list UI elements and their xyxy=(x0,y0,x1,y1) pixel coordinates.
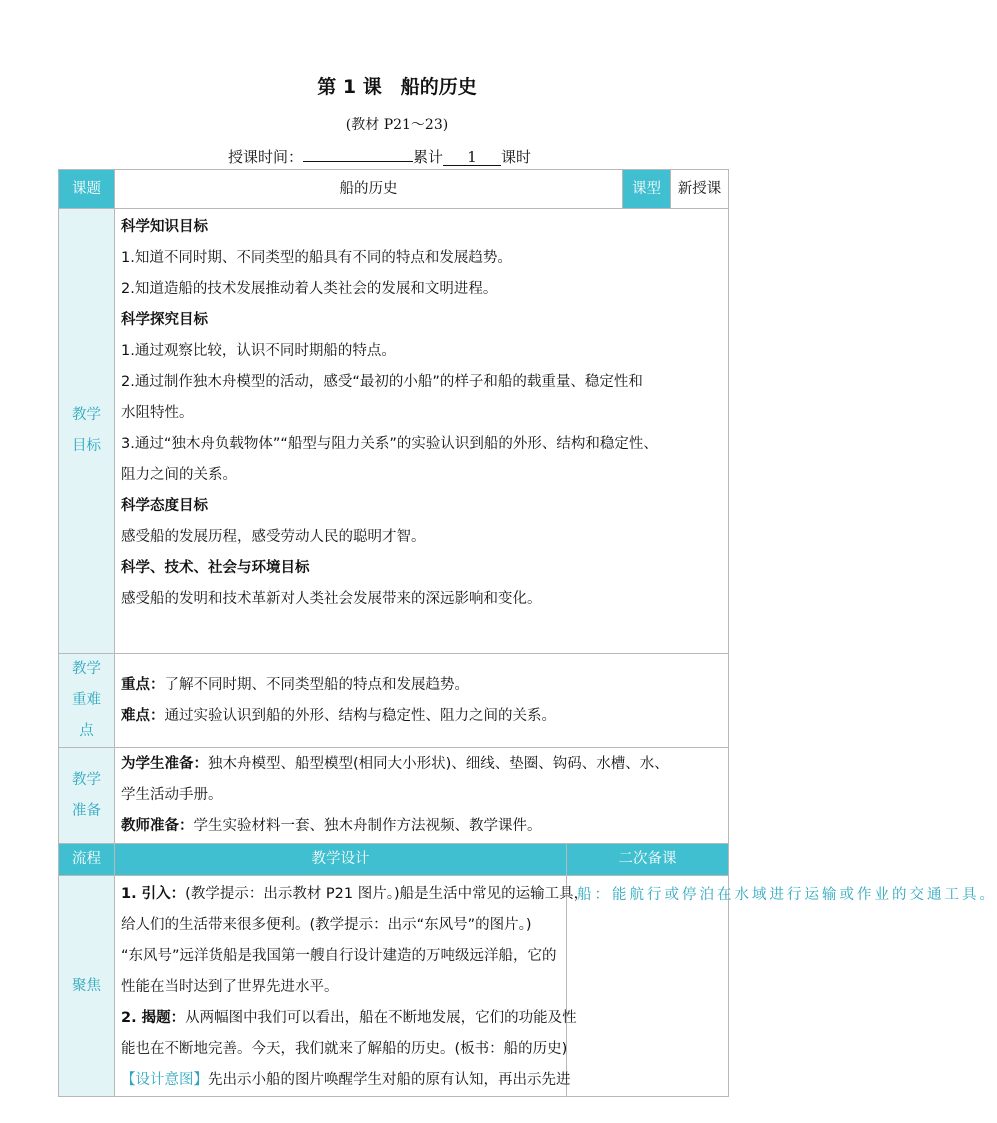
second-prep-note: 船：能航行或停泊在水域进行运输或作业的交通工具。 xyxy=(567,876,729,1097)
knowledge-item: 2.知道造船的技术发展推动着人类社会的发展和文明进程。 xyxy=(121,281,498,297)
type-value: 新授课 xyxy=(671,170,729,209)
reveal-label: 2. 揭题： xyxy=(121,1010,186,1026)
cumulative-label: 累计 xyxy=(413,148,444,166)
process-header-row xyxy=(59,844,729,876)
inquiry-item: 1.通过观察比较，认识不同时期船的特点。 xyxy=(121,343,396,359)
topic-value: 船的历史 xyxy=(115,170,623,209)
objectives-row xyxy=(59,209,729,654)
inquiry-item-cont: 水阻特性。 xyxy=(121,405,194,421)
preparation-content xyxy=(115,748,729,844)
design-intent-label: 【设计意图】 xyxy=(121,1072,208,1088)
inquiry-item: 3.通过“独木舟负载物体”“船型与阻力关系”的实验认识到船的外形、结构和稳定性、 xyxy=(121,436,658,452)
intro-text: (教学提示：出示教材 P21 图片。)船是生活中常见的运输工具， xyxy=(185,886,589,902)
page-title: 第 1 课 船的历史 xyxy=(317,76,477,98)
difficulty-label: 难点： xyxy=(121,707,165,724)
focus-row xyxy=(59,876,729,1097)
reveal-text: 从两幅图中我们可以看出，船在不断地发展，它们的功能及性 xyxy=(185,1010,577,1026)
preparation-row xyxy=(59,748,729,844)
teacher-prep-text: 学生实验材料一套、独木舟制作方法视频、教学课件。 xyxy=(193,818,542,834)
attitude-heading: 科学态度目标 xyxy=(121,498,208,514)
student-prep-text: 独木舟模型、船型模型(相同大小形状)、细线、垫圈、钩码、水槽、水、 xyxy=(208,756,669,772)
process-header-flow: 流程 xyxy=(59,844,115,876)
intro-text-cont: “东风号”远洋货船是我国第一艘自行设计建造的万吨级远洋船，它的 xyxy=(121,948,557,964)
knowledge-heading: 科学知识目标 xyxy=(121,219,208,235)
inquiry-item-cont: 阻力之间的关系。 xyxy=(121,467,237,483)
reveal-text-cont: 能也在不断地完善。今天，我们就来了解船的历史。(板书：船的历史) xyxy=(121,1041,568,1057)
keypoints-label: 教学 重难 点 xyxy=(59,654,115,748)
cumulative-value: 1 xyxy=(443,148,501,166)
keypoints-content xyxy=(115,654,729,748)
design-intent-text: 先出示小船的图片唤醒学生对船的原有认知，再出示先进 xyxy=(208,1072,571,1088)
lesson-plan-table xyxy=(58,169,997,1097)
key-text: 了解不同时期、不同类型船的特点和发展趋势。 xyxy=(164,676,469,693)
focus-label: 聚焦 xyxy=(59,876,115,1097)
keypoints-row xyxy=(59,654,729,748)
teacher-prep-label: 教师准备： xyxy=(121,818,194,834)
class-time-line xyxy=(228,144,531,167)
preparation-label: 教学 准备 xyxy=(59,748,115,844)
intro-text-cont: 性能在当时达到了世界先进水平。 xyxy=(121,979,339,995)
textbook-pages: (教材 P21～23) xyxy=(345,117,449,133)
time-blank[interactable] xyxy=(303,144,413,162)
type-label: 课型 xyxy=(623,170,671,209)
process-header-second-prep: 二次备课 xyxy=(567,844,729,876)
key-label: 重点： xyxy=(121,676,165,693)
student-prep-label: 为学生准备： xyxy=(121,756,208,772)
intro-label: 1. 引入： xyxy=(121,886,186,902)
objectives-content xyxy=(115,209,729,654)
sts-heading: 科学、技术、社会与环境目标 xyxy=(121,560,310,576)
process-header-design: 教学设计 xyxy=(115,844,567,876)
period-label: 课时 xyxy=(501,148,532,166)
difficulty-text: 通过实验认识到船的外形、结构与稳定性、阻力之间的关系。 xyxy=(164,707,556,724)
student-prep-text-cont: 学生活动手册。 xyxy=(121,787,223,803)
topic-label: 课题 xyxy=(59,170,115,209)
focus-content xyxy=(115,876,589,1097)
intro-text-cont: 给人们的生活带来很多便利。(教学提示：出示“东风号”的图片。) xyxy=(121,917,532,933)
time-label: 授课时间： xyxy=(228,148,304,166)
topic-row xyxy=(59,170,729,209)
inquiry-heading: 科学探究目标 xyxy=(121,312,208,328)
attitude-item: 感受船的发展历程，感受劳动人民的聪明才智。 xyxy=(121,529,426,545)
sts-item: 感受船的发明和技术革新对人类社会发展带来的深远影响和变化。 xyxy=(121,591,542,607)
objectives-label: 教学 目标 xyxy=(59,209,115,654)
inquiry-item: 2.通过制作独木舟模型的活动，感受“最初的小船”的样子和船的载重量、稳定性和 xyxy=(121,374,643,390)
knowledge-item: 1.知道不同时期、不同类型的船具有不同的特点和发展趋势。 xyxy=(121,250,512,266)
